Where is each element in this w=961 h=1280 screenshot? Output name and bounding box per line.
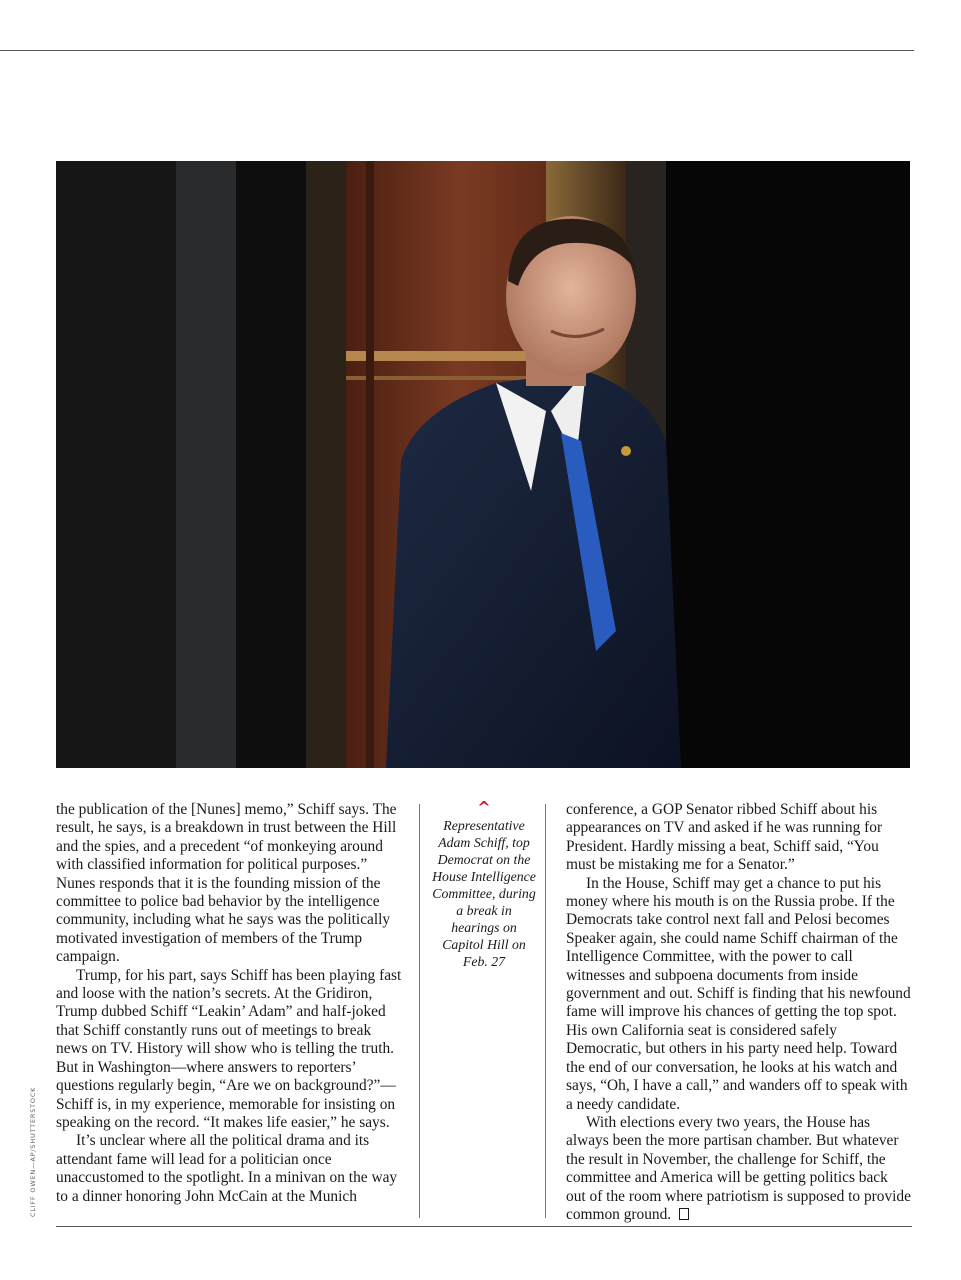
feature-photo bbox=[56, 161, 910, 768]
photo-credit: CLIFF OWEN—AP/SHUTTERSTOCK bbox=[29, 1086, 37, 1217]
column-right bbox=[566, 801, 911, 1224]
photo-illustration bbox=[56, 161, 910, 768]
body-paragraph: It’s unclear where all the political drama and its attendant fame will lead for a politician once unaccustomed to the spotlight. In a minivan on the way to a dinner honoring John McCain at the Munich bbox=[56, 1132, 398, 1205]
body-paragraph: In the House, Schiff may get a chance to put his money where his mouth is on the Russia probe. If the Democrats take control next fall and Pelosi becomes Speaker again, she could name Schiff chairman of the Intelligence Committee, with the power to call witnesses and subpoena documents from inside government and out. Schiff is finding that his newfound fame will improve his chances of getting the top spot. His own California seat is considered safely Democratic, but others in his party need help. Toward the end of our conversation, he looks at his watch and says, “Oh, I have a call,” and wanders off to speak with a needy candidate. bbox=[566, 874, 911, 1113]
final-paragraph-text: With elections every two years, the House has always been the more partisan chamber. But whatever the result in November, the challenge for Schiff, the committee and America will be getting politics back out of the room where patriotism is supposed to provide common ground. bbox=[566, 1113, 911, 1223]
bottom-rule bbox=[56, 1226, 912, 1227]
column-left bbox=[56, 801, 406, 1206]
caption-text: Representative Adam Schiff, top Democrat on the House Intelligence Committee, during a break in hearings on Capitol Hill on Feb. 27 bbox=[432, 818, 536, 969]
column-divider bbox=[545, 804, 546, 1218]
body-paragraph: conference, a GOP Senator ribbed Schiff about his appearances on TV and asked if he was running for President. Hardly missing a beat, Schiff said, “You must be mistaking me for a Senator.” bbox=[566, 801, 883, 874]
end-mark-icon bbox=[679, 1208, 689, 1220]
caret-up-icon: ^ bbox=[477, 798, 491, 817]
photo-caption bbox=[432, 798, 536, 970]
top-rule bbox=[0, 50, 914, 51]
body-paragraph: Trump, for his part, says Schiff has been playing fast and loose with the nation’s secrets. At the Gridiron, Trump dubbed Schiff “Leakin’ Adam” and half-joked that Schiff constantly runs out of meetings to break news on TV. History will show who is telling the truth. But in Washington—where answers to reporters’ questions regularly begin, “Are we on background?”—Schiff is, in my experience, memorable for insisting on speaking on the record. “It makes life easier,” he says. bbox=[56, 966, 402, 1131]
column-divider bbox=[419, 804, 420, 1218]
body-paragraph bbox=[566, 1114, 911, 1224]
body-paragraph: the publication of the [Nunes] memo,” Schiff says. The result, he says, is a breakdown in trust between the Hill and the spies, and a precedent “of monkeying around with classified information for political purposes.” Nunes responds that it is the founding mission of the committee to police bad behavior by the intelligence community, including what he says was the politically motivated investigation of members of the Trump campaign. bbox=[56, 801, 397, 966]
